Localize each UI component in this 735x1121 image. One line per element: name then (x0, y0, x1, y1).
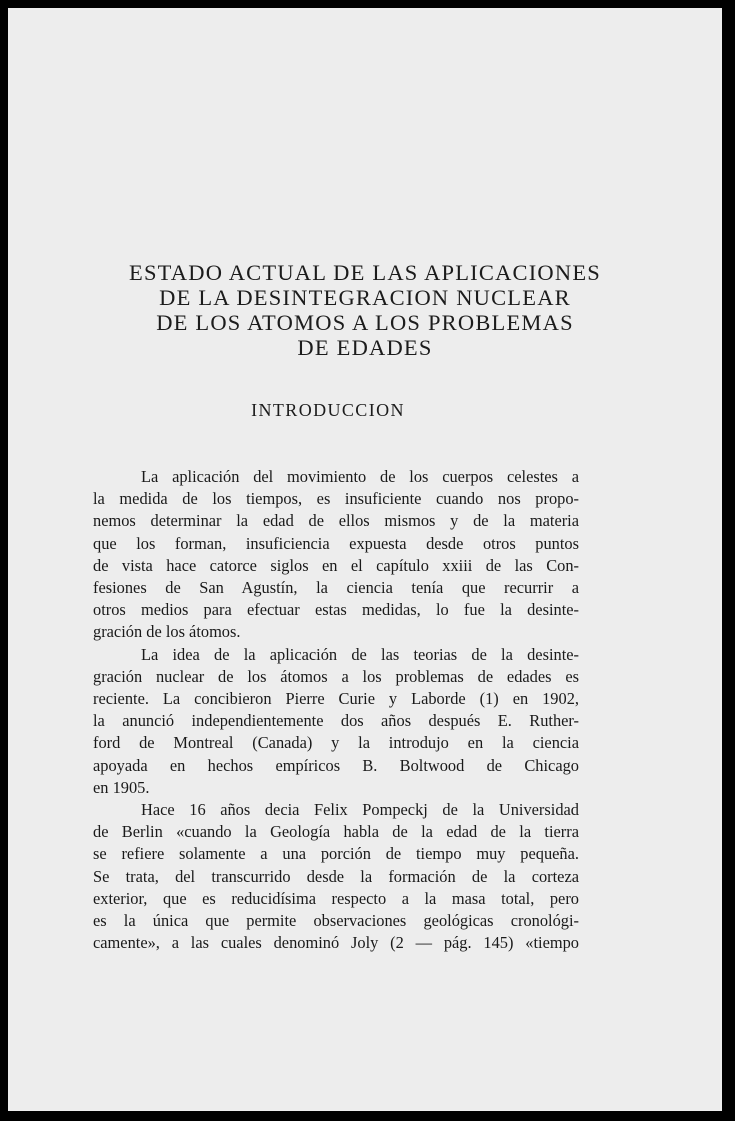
text-line: la medida de los tiempos, es insuficiente cuando nos propo- (93, 489, 579, 509)
text-line: La aplicación del movimiento de los cuerpos celestes a (141, 467, 579, 486)
text-line: se refiere solamente a una porción de tiempo muy pequeña. (93, 844, 579, 864)
text-line: gración de los átomos. (93, 622, 241, 642)
text-line: es la única que permite observaciones geológicas cronológi- (93, 911, 579, 931)
body-text (93, 466, 579, 954)
text-line: reciente. La concibieron Pierre Curie y Laborde (1) en 1902, (93, 689, 579, 709)
text-line: otros medios para efectuar estas medidas, lo fue la desinte- (93, 600, 579, 620)
title-line: DE LA DESINTEGRACION NUCLEAR (159, 285, 571, 310)
text-line: ford de Montreal (Canada) y la introdujo en la ciencia (93, 733, 579, 753)
text-line: exterior, que es reducidísima respecto a la masa total, pero (93, 888, 579, 908)
paragraph-1 (93, 466, 579, 644)
title-line: DE EDADES (297, 335, 433, 360)
text-line: que los forman, insuficiencia expuesta desde otros puntos (93, 533, 579, 553)
text-line: la anunció independientemente dos años después E. Ruther- (93, 711, 579, 731)
text-line: camente», a las cuales denominó Joly (2 — pág. 145) «tiempo (93, 933, 579, 953)
text-line: Hace 16 años decia Felix Pompeckj de la Universidad (141, 800, 579, 820)
section-heading: INTRODUCCION (251, 400, 405, 420)
text-line: de vista hace catorce siglos en el capítulo xxiii de las Con- (93, 555, 579, 575)
text-line: La idea de la aplicación de las teorias de la desinte- (141, 644, 579, 664)
title-line: DE LOS ATOMOS A LOS PROBLEMAS (156, 310, 574, 335)
document-title (8, 260, 722, 360)
text-line: fesiones de San Agustín, la ciencia tenía que recurrir a (93, 578, 579, 598)
paragraph-2 (93, 644, 579, 799)
text-line: de Berlin «cuando la Geología habla de la edad de la tierra (93, 822, 579, 842)
text-line: en 1905. (93, 777, 150, 797)
text-line: apoyada en hechos empíricos B. Boltwood de Chicago (93, 755, 579, 775)
paragraph-3 (93, 799, 579, 954)
title-line: ESTADO ACTUAL DE LAS APLICACIONES (129, 260, 601, 285)
text-line: nemos determinar la edad de ellos mismos y de la materia (93, 511, 579, 531)
text-line: Se trata, del transcurrido desde la formación de la corteza (93, 866, 579, 886)
document-page (8, 8, 722, 1111)
text-line: gración nuclear de los átomos a los problemas de edades es (93, 666, 579, 686)
